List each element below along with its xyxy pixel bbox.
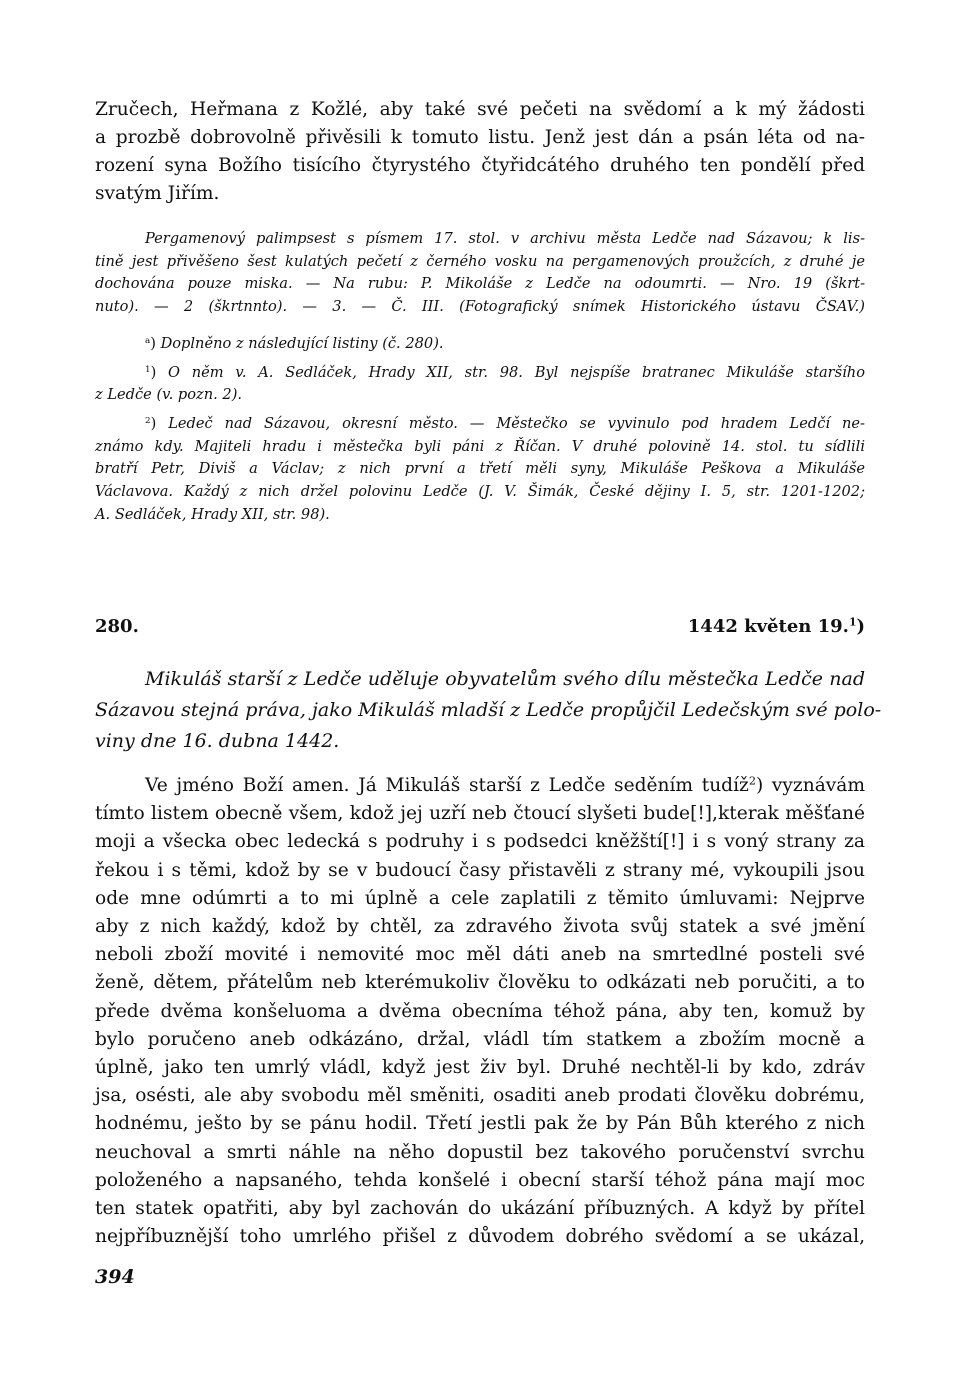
body-line: tímto listem obecně všem, kdož jej uzří neb čtoucí slyšeti bude[!],kterak měšťané	[95, 803, 865, 825]
text-line: rození syna Božího tisícího čtyrystého čtyřidcátého druhého ten pondělí před	[95, 155, 865, 176]
footnote-mark: 2	[145, 415, 151, 426]
text-line: Zručech, Heřmana z Kožlé, aby také své pečeti na svědomí a k mý žádosti	[95, 99, 865, 120]
summary-line: viny dne 16. dubna 1442.	[95, 730, 340, 752]
provenance-note	[95, 228, 865, 319]
body-line: bylo poručeno aneb odkázáno, držal, vládl tím statkem a zbožím mocně a	[95, 1028, 865, 1050]
footnote-text: z Ledče (v. pozn. 2).	[95, 386, 243, 404]
footnote-text: Ledeč nad Sázavou, okresní město. — Městečko se vyvinulo pod hradem Ledčí ne-	[168, 414, 865, 432]
summary-line: Mikuláš starší z Ledče uděluje obyvatelům svého dílu městečka Ledče nad	[145, 668, 865, 690]
footnote-text: známo kdy. Majiteli hradu i městečka byli páni z Říčan. V druhé polovině 14. stol. tu sídlili	[95, 437, 865, 455]
document-body	[95, 772, 865, 1251]
footnote-text: Doplněno z následující listiny (č. 280).	[160, 334, 444, 352]
note-line: dochována pouze miska. — Na rubu: P. Mikoláše z Ledče na odoumrti. — Nro. 19 (škrt-	[95, 275, 865, 293]
summary-line: Sázavou stejná práva, jako Mikuláš mladší z Ledče propůjčil Ledečským své polo-	[95, 699, 882, 721]
body-line: ten statek opatřiti, aby byl zachován do ukázání příbuzných. A když by přítel	[95, 1198, 865, 1220]
page-content	[95, 96, 865, 526]
body-line: aby z nich každý, kdož by chtěl, za zdravého života svůj statek a své jmění	[95, 916, 865, 938]
document-number: 280.	[95, 616, 139, 637]
body-line: položeného a napsaného, tehda konšelé i obecní starší téhož pána mají moc	[95, 1169, 865, 1191]
text-line: a prozbě dobrovolně přivěsili k tomuto listu. Jenž jest dán a psán léta od na-	[95, 127, 865, 148]
body-line: neboli zboží movité i nemovité moc měl dáti aneb na smrtedlné posteli své	[95, 944, 865, 966]
note-line: tině jest přivěšeno šest kulatých pečetí z černého vosku na pergamenových proužcích, z druhé je	[95, 252, 865, 270]
body-line: neuchoval a smrti náhle na něho dopustil bez takového poručenství svrchu	[95, 1141, 865, 1163]
body-line: ženě, dětem, přátelům neb kterémukoliv člověku to odkázati neb poručiti, a to	[95, 972, 865, 994]
body-line: hodnému, ješto by se pánu hodil. Třetí jestli pak že by Pán Bůh kterého z nich	[95, 1113, 865, 1135]
note-line: nuto). — 2 (škrtnnto). — 3. — Č. III. (Fotografický snímek Historického ústavu ČSAV.)	[95, 298, 865, 316]
body-line: moji a všecka obec ledecká s podruhy i s podsedci kněžští[!] i s voný strany za	[95, 831, 865, 853]
footnote-text: bratří Petr, Diviš a Václav; z nich první a třetí měli syny, Mikuláše Peškova a Mikuláše	[95, 460, 865, 478]
footnote-mark: 1	[145, 364, 151, 375]
footnote-2: $^2$) Ledeč nad Sázavou, okresní město. — Městečko se vyvinulo pod hradem Ledčí ne- známo kdy. Majiteli hradu i městečka byli páni z Říčan. V druhé polovině 14. stol. tu sídlili bratří Petr, Diviš a Václav; z nich první a třetí měli syny, Mikuláše Peškova a Mikuláše Václavova. Každý z nich držel polovinu Ledče (J. V. Šimák, České dějiny I. 5, str. 1201-1202; A. Sedláček, Hrady XII, str. 98).	[95, 413, 865, 527]
body-line: jsa, osésti, ale aby svobodu měl směniti, osaditi aneb prodati člověku dobrému,	[95, 1085, 865, 1107]
body-line: řekou i s těmi, kdož by se v budoucí časy přistavěli z strany mé, vykoupili jsou	[95, 859, 865, 881]
footnote-mark: a	[145, 335, 151, 346]
footnote-mark: 2	[748, 774, 756, 788]
document-date: 1442 květen 19.$^1$)	[687, 615, 865, 637]
footnote-text: Václavova. Každý z nich držel polovinu Ledče (J. V. Šimák, České dějiny I. 5, str. 1201-1202;	[95, 483, 865, 501]
footnote-mark: 1	[848, 615, 857, 629]
footnote-text: O něm v. A. Sedláček, Hrady XII, str. 98. Byl nejspíše bratranec Mikuláše staršího	[168, 363, 865, 381]
document-summary	[95, 664, 882, 757]
footnote-1: $^1$) O něm v. A. Sedláček, Hrady XII, str. 98. Byl nejspíše bratranec Mikuláše staršího z Ledče (v. pozn. 2).	[95, 362, 865, 407]
footnote-text: A. Sedláček, Hrady XII, str. 98).	[95, 505, 330, 523]
page-number: 394	[95, 1266, 135, 1288]
body-line: úplně, jako ten umrlý vládl, když jest živ byl. Druhé nechtěl-li by kdo, zdráv	[95, 1057, 865, 1079]
document-continuation	[95, 96, 865, 208]
footnote-a: $^a$) Doplněno z následující listiny (č. 280).	[145, 334, 444, 352]
text-line: svatým Jiřím.	[95, 183, 220, 204]
body-line: Ve jméno Boží amen. Já Mikuláš starší z Ledče seděním tudíž$^2$) vyznávám	[145, 774, 866, 796]
note-line: Pergamenový palimpsest s písmem 17. stol. v archivu města Ledče nad Sázavou; k lis-	[145, 230, 865, 247]
body-line: přede dvěma konšeluoma a dvěma obecníma téhož pána, aby ten, komuž by	[95, 1000, 865, 1022]
body-line: nejpříbuznější toho umrlého přišel z důvodem dobrého svědomí a se ukázal,	[95, 1226, 865, 1248]
body-line: ode mne odúmrti a to mi úplně a cele zaplatili z těmito úmluvami: Nejprve	[95, 887, 865, 909]
